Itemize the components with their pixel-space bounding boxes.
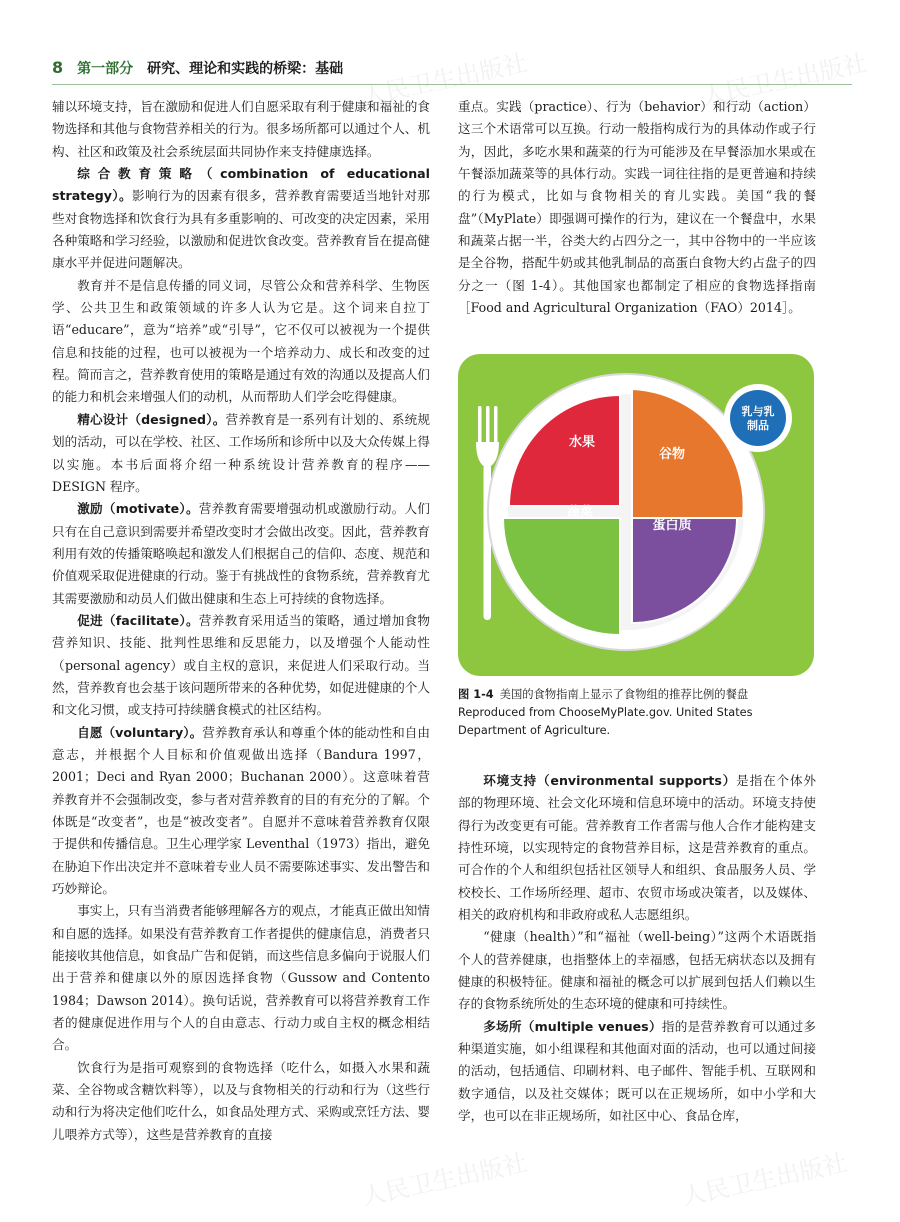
fruit-label: 水果 — [568, 435, 596, 450]
paragraph — [52, 722, 430, 901]
watermark-3: 人民卫生出版社 — [359, 1148, 530, 1212]
cup-icon — [724, 384, 792, 452]
paragraph — [52, 275, 430, 409]
figure-caption — [458, 686, 818, 740]
fruit-slice — [509, 395, 620, 506]
paragraph — [52, 610, 430, 722]
paragraph-text: 营养教育承认和尊重个体的能动性和自由意志，并根据个人目标和价值观做出选择（Bandura 1997，2001；Deci and Ryan 2000；Buchanan 2000）。这意味着营养教育并不会强制改变，参与者对营养教育的目的有充分的了解。个体既是“改变者”，也是“被改变者”。自愿并不意味着营养教育仅限于提供和传播信息。卫生心理学家 Leventhal（1973）指出，避免在胁迫下作出决定并不意味着专业人员不需要陈述事实、发出警告和巧妙辩论。 — [52, 724, 431, 897]
grains-label: 谷物 — [658, 447, 686, 462]
part-title: 第一部分 — [77, 61, 134, 77]
paragraph-text: 事实上，只有当消费者能够理解各方的观点，才能真正做出知情和自愿的选择。如果没有营养教育工作者提供的健康信息，消费者只能接收其他信息，如食品广告和促销，而这些信息多偏向于说服人们出于营养和健康以外的原因选择食物（Gussow and Contento 1984；Dawson 2014）。换句话说，营养教育可以将营养教育工作者的健康促进作用与个人的自由意志、行动力或自主权的概念相结合。 — [52, 903, 430, 1053]
caption-label: 图 1-4 — [458, 688, 494, 701]
paragraph — [52, 409, 430, 498]
paragraph-text: 是指在个体外部的物理环境、社会文化环境和信息环境中的活动。环境支持使得行为改变更有可能。营养教育工作者需与他人合作才能构建支持性环境，以实现特定的食物营养目标，这是营养教育的重点。可合作的个人和组织包括社区领导人和组织、食品服务人员、学校校长、工作场所经理、超市、农贸市场或决策者，以及媒体、相关的政府机构和非政府或私人志愿组织。 — [458, 773, 817, 923]
caption-text: 美国的食物指南上显示了食物组的推荐比例的餐盘 — [499, 688, 749, 701]
paragraph-text: 辅以环境支持，旨在激励和促进人们自愿采取有利于健康和福祉的食物选择和其他与食物营养相关的行为。很多场所都可以通过个人、机构、社区和政策及社会系统层面共同协作来支持健康选择。 — [52, 99, 430, 159]
term-heading: 自愿（voluntary）。 — [77, 724, 203, 740]
paragraph-text: 营养教育采用适当的策略，通过增加食物营养知识、技能、批判性思维和反思能力，以及增强个人能动性（personal agency）或自主权的意识，来促进人们采取行动。当然，营养教育也会基于该问题所带来的各种优势，如促进健康的个人和文化习惯，或支持可持续膳食模式的社区结构。 — [52, 612, 430, 718]
page-number: 8 — [52, 58, 64, 77]
right-column-top — [458, 96, 816, 319]
paragraph — [458, 770, 816, 926]
dairy-label-line1: 乳与乳 — [741, 405, 775, 418]
caption-source: Reproduced from ChooseMyPlate.gov. United States Department of Agriculture. — [458, 706, 753, 737]
paragraph — [458, 1016, 816, 1128]
paragraph-text: 营养教育需要增强动机或激励行动。人们只有在自己意识到需要并希望改变时才会做出改变。因此，营养教育利用有效的传播策略唤起和激发人们根据自己的信仰、态度、规范和价值观采取促进健康的行动。鉴于有挑战性的食物系统，营养教育尤其需要激励和动员人们做出健康和生态上可持续的食物选择。 — [52, 501, 430, 606]
term-heading: 激励（motivate）。 — [77, 501, 199, 517]
watermark-1: 人民卫生出版社 — [359, 48, 530, 112]
paragraph-text: 饮食行为是指可观察到的食物选择（吃什么，如摄入水果和蔬菜、全谷物或含糖饮料等），以及与食物相关的行动和行为（这些行动和行为将决定他们吃什么，如食品处理方式、采购或烹饪方法、婴儿喂养方式等），这些是营养教育的直接 — [52, 1059, 430, 1142]
paragraph-text: 影响行为的因素有很多，营养教育需要适当地针对那些对食物选择和饮食行为具有多重影响的、可改变的决定因素，采用各种策略和学习经验，以激励和促进饮食改变。营养教育旨在提高健康水平并促进问题解决。 — [52, 188, 430, 271]
paragraph — [458, 926, 816, 1015]
paragraph — [52, 163, 430, 275]
myplate-figure — [458, 354, 814, 676]
paragraph — [458, 96, 816, 319]
paragraph — [52, 498, 430, 610]
protein-label: 蛋白质 — [652, 518, 692, 533]
paragraph-text: 重点。实践（practice）、行为（behavior）和行动（action）这三个术语常可以互换。行动一般指构成行为的具体动作或子行为，因此，多吃水果和蔬菜的行为可能涉及在早餐添加水果或在午餐添加蔬菜等的具体行动。实践一词往往指的是更普遍和持续的行为模式，比如与食物相关的育儿实践。美国“我的餐盘”（MyPlate）即强调可操作的行为，建议在一个餐盘中，水果和蔬菜占据一半，谷类大约占四分之一，其中谷物中的一半应该是全谷物，搭配牛奶或其他乳制品的高蛋白食物大约占盘子的四分之一（图 1-4）。其他国家也都制定了相应的食物选择指南［Food and Agricultural Organization（FAO）2014］。 — [458, 99, 816, 316]
watermark-2: 人民卫生出版社 — [699, 48, 870, 112]
chapter-title: 研究、理论和实践的桥梁：基础 — [147, 61, 344, 77]
term-heading: 促进（facilitate）。 — [77, 612, 199, 628]
left-column — [52, 96, 430, 1146]
paragraph — [52, 96, 430, 163]
myplate-illustration — [458, 354, 814, 676]
term-heading: 精心设计（designed）。 — [77, 411, 226, 427]
paragraph-text: 教育并不是信息传播的同义词，尽管公众和营养科学、生物医学、公共卫生和政策领域的许多人认为它是。这个词来自拉丁语“educare”，意为“培养”或“引导”，它不仅可以被视为一个提供信息和技能的过程，也可以被视为一个培养动力、成长和改变的过程。简而言之，营养教育使用的策略是通过有效的沟通以及提高人们的能力和机会来增强人们的动机，从而帮助人们学会吃得健康。 — [52, 277, 430, 405]
paragraph-text: 指的是营养教育可以通过多种渠道实施，如小组课程和其他面对面的活动，也可以通过间接的活动，包括通信、印刷材料、电子邮件、智能手机、互联网和数字通信，以及社交媒体；既可以在正规场所，如中小学和大学，也可以在非正规场所，如社区中心、食品仓库， — [458, 1018, 816, 1124]
paragraph-text: “健康（health）”和“福祉（well-being）”这两个术语既指个人的营养健康，也指整体上的幸福感，包括无病状态以及拥有健康的积极特征。健康和福祉的概念可以扩展到包括人们赖以生存的食物系统所处的生态环境的健康和可持续性。 — [458, 929, 816, 1012]
term-heading: 多场所（multiple venues） — [483, 1018, 662, 1034]
paragraph — [52, 1057, 430, 1146]
page-header — [52, 58, 343, 80]
dairy-label-line2: 制品 — [747, 419, 769, 432]
term-heading: 环境支持（environmental supports） — [483, 773, 737, 788]
paragraph-text: 营养教育是一系列有计划的、系统规划的活动，可以在学校、社区、工作场所和诊所中以及大众传媒上得以实施。本书后面将介绍一种系统设计营养教育的程序——DESIGN 程序。 — [52, 411, 430, 494]
term-heading: 综合教育策略（combination of educational strategy）。 — [52, 166, 430, 204]
paragraph — [52, 900, 430, 1056]
right-column-bottom — [458, 770, 816, 1128]
header-rule — [52, 84, 852, 85]
plate-icon — [488, 374, 764, 650]
vegetables-label: 蔬菜 — [566, 505, 594, 520]
watermark-4: 人民卫生出版社 — [679, 1148, 850, 1212]
vegetables-slice — [503, 518, 620, 635]
